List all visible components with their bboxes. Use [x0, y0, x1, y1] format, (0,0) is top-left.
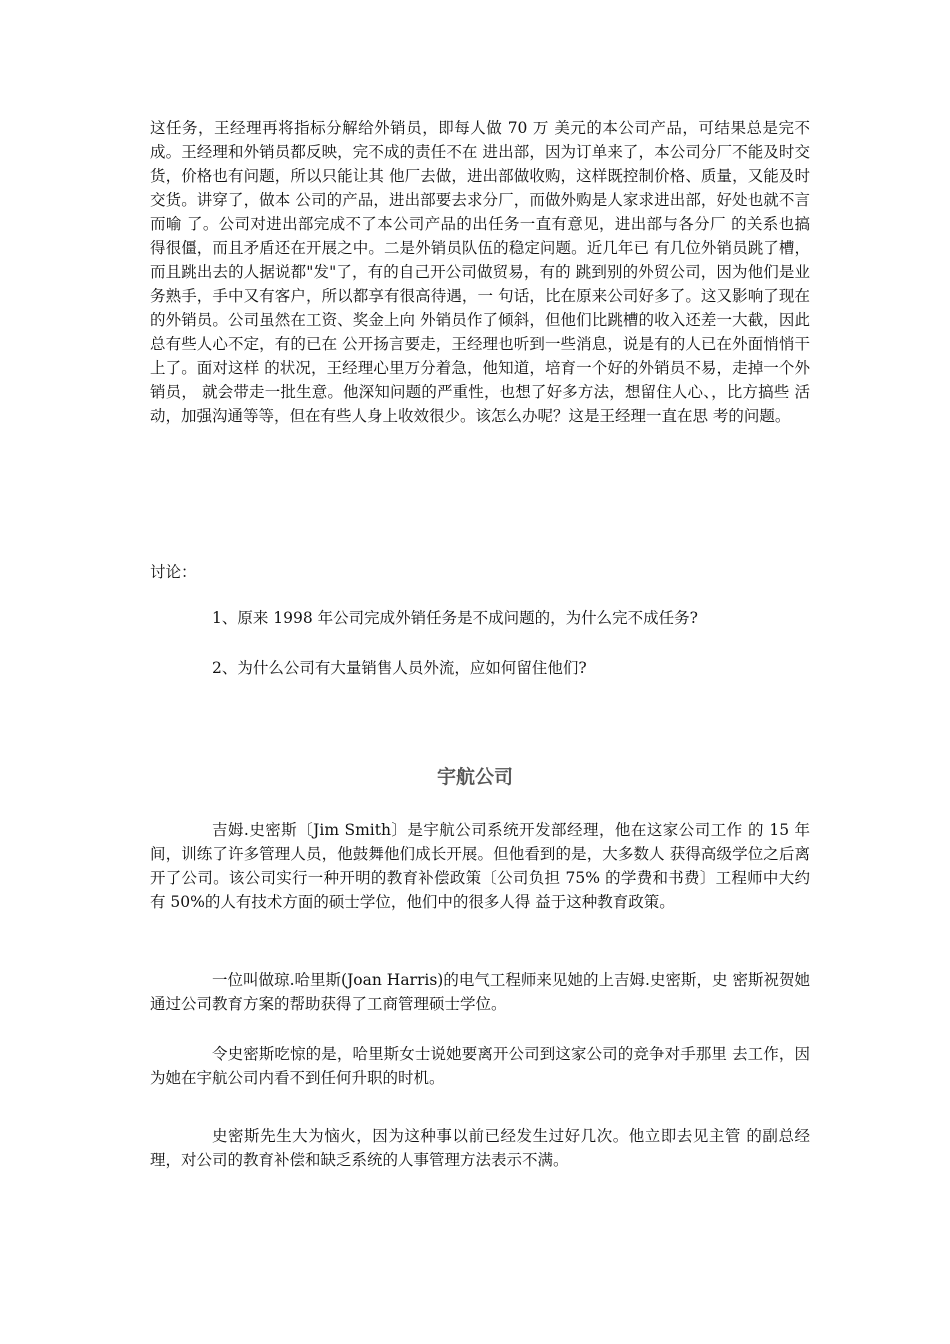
case-paragraph-3: 令史密斯吃惊的是，哈里斯女士说她要离开公司到这家公司的竞争对手那里 去工作，因为她在宇航公司内看不到任何升职的时机。 [150, 1045, 810, 1087]
discussion-label: 讨论： [150, 563, 197, 581]
discussion-question-2: 2、为什么公司有大量销售人员外流，应如何留住他们? [212, 659, 587, 677]
intro-paragraph: 这任务，王经理再将指标分解给外销员，即每人做 70 万 美元的本公司产品，可结果总是完不成。王经理和外销员都反映，完不成的责任不在 进出部，因为订单来了，本公司分厂不能及时交货，价格也有问题，所以只能让其 他厂去做，进出部做收购，这样既控制价格、质量，又能及时交货。讲穿了，做本 公司的产品，进出部要去求分厂，而做外购是人家求进出部，好处也就不言而喻 了。公司对进出部完成不了本公司产品的出任务一直有意见，进出部与各分厂 的关系也搞得很僵，而且矛盾还在开展之中。二是外销员队伍的稳定问题。近几年已 有几位外销员跳了槽，而且跳出去的人据说都"发"了，有的自己开公司做贸易，有的 跳到别的外贸公司，因为他们是业务熟手，手中又有客户，所以都享有很高待遇，一 句话，比在原来公司好多了。这又影响了现在的外销员。公司虽然在工资、奖金上向 外销员作了倾斜，但他们比跳槽的收入还差一大截，因此总有些人心不定，有的已在 公开扬言要走，王经理也听到一些消息，说是有的人已在外面悄悄干上了。面对这样 的状况，王经理心里万分着急，他知道，培育一个好的外销员不易，走掉一个外销员， 就会带走一批生意。他深知问题的严重性，也想了好多方法，想留住人心、，比方搞些 活动，加强沟通等等，但在有些人身上收效很少。该怎么办呢？这是王经理一直在思 考的问题。 [150, 119, 810, 425]
case-paragraph-2: 一位叫做琼.哈里斯(Joan Harris)的电气工程师来见她的上吉姆.史密斯，史 密斯祝贺她通过公司教育方案的帮助获得了工商管理硕士学位。 [150, 971, 810, 1013]
case-paragraph-4: 史密斯先生大为恼火，因为这种事以前已经发生过好几次。他立即去见主管 的副总经理，对公司的教育补偿和缺乏系统的人事管理方法表示不满。 [150, 1127, 810, 1169]
discussion-question-1: 1、原来 1998 年公司完成外销任务是不成问题的，为什么完不成任务? [212, 609, 698, 627]
section-title: 宇航公司 [436, 766, 513, 788]
case-paragraph-1: 吉姆.史密斯〔Jim Smith〕是宇航公司系统开发部经理，他在这家公司工作 的 15 年间，训练了许多管理人员，他鼓舞他们成长开展。但他看到的是，大多数人 获得高级学位之后离开了公司。该公司实行一种开明的教育补偿政策〔公司负担 75% 的学费和书费〕工程师中大约有 50%的人有技术方面的硕士学位，他们中的很多人得 益于这种教育政策。 [150, 821, 810, 911]
